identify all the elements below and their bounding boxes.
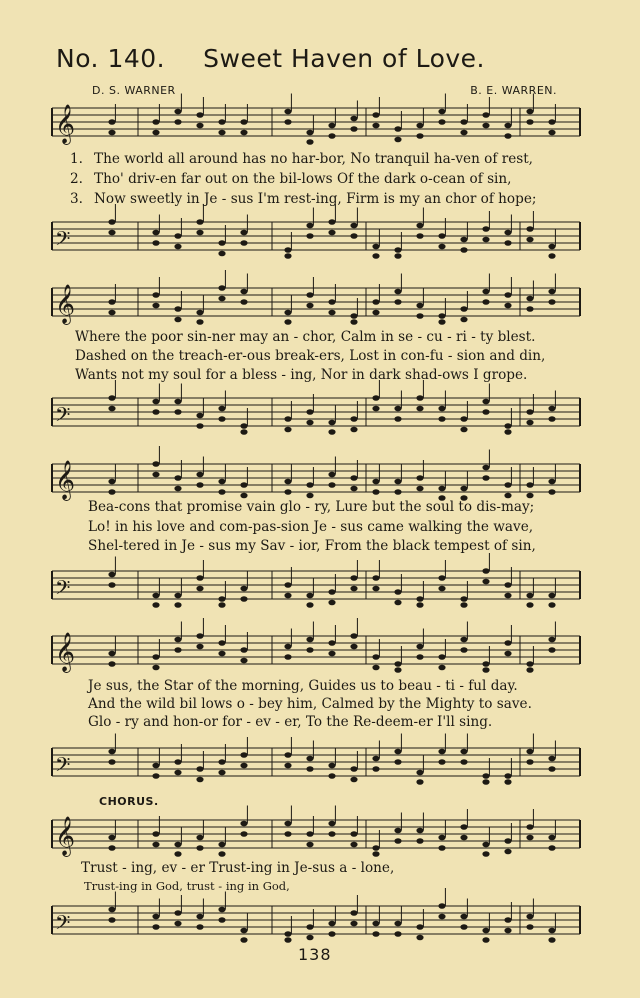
lyric-line: Wants not my soul for a bless - ing, Nor in dark shad-ows I grope.: [75, 367, 528, 383]
chorus-label: CHORUS.: [99, 795, 159, 808]
hymn-number: No. 140.: [56, 44, 166, 73]
treble-staff: [0, 100, 640, 146]
treble-staff: [0, 628, 640, 674]
treble-staff: [0, 456, 640, 502]
composer-credit: B. E. WARREN.: [470, 84, 557, 97]
lyric-line: Lo! in his love and com-pas-sion Je - sus came walking the wave,: [88, 519, 534, 535]
svg-text:𝄢: 𝄢: [55, 753, 71, 781]
lyric-line: 3. Now sweetly in Je - sus I'm rest-ing, Firm is my an chor of hope;: [70, 191, 537, 207]
chorus-lyric: Trust - ing, ev - er Trust-ing in Je-sus a - lone,: [81, 860, 395, 876]
bass-staff: [0, 214, 640, 260]
svg-text:𝄞: 𝄞: [55, 632, 76, 672]
lyric-line: 2. Tho' driv-en far out on the bil-lows Of the dark o-cean of sin,: [70, 171, 512, 187]
bass-staff: [0, 740, 640, 786]
chorus-echo-lyric: Trust-ing in God, trust - ing in God,: [84, 879, 290, 893]
treble-staff: [0, 280, 640, 326]
svg-text:𝄞: 𝄞: [55, 104, 76, 144]
svg-text:𝄢: 𝄢: [55, 227, 71, 255]
page-number: 138: [298, 945, 332, 964]
svg-text:𝄞: 𝄞: [55, 460, 76, 500]
lyric-line: Dashed on the treach-er-ous break-ers, Lost in con-fu - sion and din,: [75, 348, 546, 364]
hymn-title-row: [56, 44, 485, 73]
lyric-line: Where the poor sin-ner may an - chor, Calm in se - cu - ri - ty blest.: [75, 329, 536, 345]
svg-text:𝄢: 𝄢: [55, 911, 71, 939]
svg-text:𝄢: 𝄢: [55, 403, 71, 431]
lyric-line: And the wild bil lows o - bey him, Calmed by the Mighty to save.: [88, 696, 532, 712]
lyric-line: Shel-tered in Je - sus my Sav - ior, From the black tempest of sin,: [88, 538, 536, 554]
svg-text:𝄞: 𝄞: [55, 816, 76, 856]
bass-staff: [0, 563, 640, 609]
lyricist-credit: D. S. WARNER: [92, 84, 176, 97]
lyric-line: Glo - ry and hon-or for - ev - er, To the Re-deem-er I'll sing.: [88, 714, 493, 730]
bass-staff: [0, 898, 640, 944]
svg-text:𝄢: 𝄢: [55, 576, 71, 604]
bass-staff: [0, 390, 640, 436]
hymn-title: Sweet Haven of Love.: [203, 44, 485, 73]
lyric-line: Bea-cons that promise vain glo - ry, Lure but the soul to dis-may;: [88, 499, 535, 515]
lyric-line: Je sus, the Star of the morning, Guides us to beau - ti - ful day.: [88, 678, 518, 694]
treble-staff: [0, 812, 640, 858]
svg-text:𝄞: 𝄞: [55, 284, 76, 324]
lyric-line: 1. The world all around has no har-bor, No tranquil ha-ven of rest,: [70, 151, 534, 167]
